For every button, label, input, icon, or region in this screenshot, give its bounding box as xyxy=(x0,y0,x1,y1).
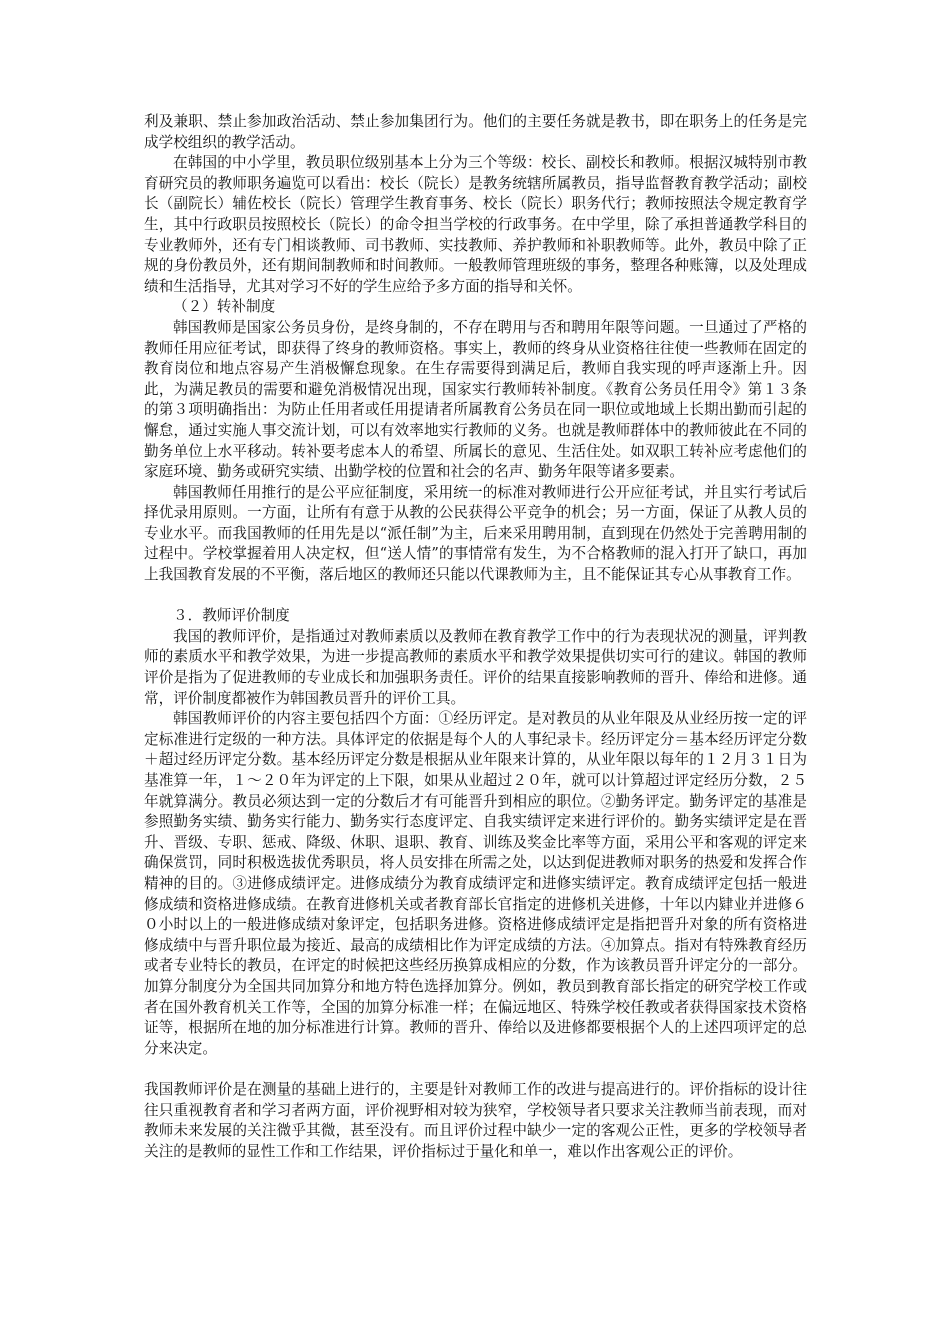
section-heading-evaluation: ３．教师评价制度 xyxy=(173,607,290,625)
paragraph-evaluation-intro: 我国的教师评价，是指通过对教师素质以及教师在教育教学工作中的行为表现状况的测量，评判教师的素质水平和教学效果，为进一步提高教师的素质水平和教学效果提供切实可行的建议。韩国的教师评价是指为了促进教师的专业成长和加强职务责任。评价的结果直接影响教师的晋升、俸给和进修。通常，评价制度都被作为韩国教员晋升的评价工具。 xyxy=(144,627,807,707)
paragraph-duties: 利及兼职、禁止参加政治活动、禁止参加集团行为。他们的主要任务就是教书，即在职务上的任务是完成学校组织的教学活动。 xyxy=(144,113,807,151)
document-page xyxy=(144,112,807,1162)
paragraph-china-evaluation: 我国教师评价是在测量的基础上进行的，主要是针对教师工作的改进与提高进行的。评价指标的设计往往只重视教育者和学习者两方面，评价视野相对较为狭窄，学校领导者只要求关注教师当前表现，而对教师未来发展的关注微乎其微，甚至没有。而且评价过程中缺少一定的客观公正性，更多的学校领导者关注的是教师的显性工作和工作结果，评价指标过于量化和单一，难以作出客观公正的评价。 xyxy=(144,1080,807,1160)
paragraph-position-levels: 在韩国的中小学里，教员职位级别基本上分为三个等级：校长、副校长和教师。根据汉城特别市教育研究员的教师职务遍览可以看出：校长（院长）是教务统辖所属教员，指导监督教育教学活动；副校长（副院长）辅佐校长（院长）管理学生教育事务、校长（院长）职务代行；教师按照法令规定教育学生，其中行政职员按照校长（院长）的命令担当学校的行政事务。在中学里，除了承担普通教学科目的专业教师外，还有专门相谈教师、司书教师、实技教师、养护教师和补职教师等。此外，教员中除了正规的身份教员外，还有期间制教师和时间教师。一般教师管理班级的事务，整理各种账簿，以及处理成绩和生活指导，尤其对学习不好的学生应给予多方面的指导和关怀。 xyxy=(144,154,807,295)
paragraph-transfer-system: 韩国教师是国家公务员身份，是终身制的，不存在聘用与否和聘用年限等问题。一旦通过了严格的教师任用应征考试，即获得了终身的教师资格。事实上，教师的终身从业资格往往使一些教师在固定的教育岗位和地点容易产生消极懈怠现象。在生存需要得到满足后，教师自我实现的呼声逐渐上升。因此，为满足教员的需要和避免消极情况出现，国家实行教师转补制度。《教育公务员任用令》第１３条的第３项明确指出：为防止任用者或任用提请者所属教育公务员在同一职位或地域上长期出勤而引起的懈怠，通过实施人事交流计划，可以有效率地实行教师的义务。也就是教师群体中的教师彼此在不同的勤务单位上水平移动。转补要考虑本人的希望、所属长的意见、生活住处。如双职工转补应考虑他们的家庭环境、勤务或研究实绩、出勤学校的位置和社会的名声、勤务年限等诸多要素。 xyxy=(144,318,807,481)
paragraph-recruitment: 韩国教师任用推行的是公平应征制度，采用统一的标准对教师进行公开应征考试，并且实行考试后择优录用原则。一方面，让所有有意于从教的公民获得公平竞争的机会；另一方面，保证了从教人员的专业水平。而我国教师的任用先是以“派任制”为主，后来采用聘用制，直到现在仍然处于完善聘用制的过程中。学校掌握着用人决定权，但“送人情”的事情常有发生，为不合格教师的混入打开了缺口，再加上我国教育发展的不平衡，落后地区的教师还只能以代课教师为主，且不能保证其专心从事教育工作。 xyxy=(144,483,807,584)
paragraph-gap xyxy=(144,1059,807,1080)
paragraph-gap xyxy=(144,586,807,607)
paragraph-evaluation-content: 韩国教师评价的内容主要包括四个方面：①经历评定。是对教员的从业年限及从业经历按一定的评定标准进行定级的一种方法。具体评定的依据是每个人的人事纪录卡。经历评定分＝基本经历评定分数＋超过经历评定分数。基本经历评定分数是根据从业年限来计算的，从业年限以每年的１２月３１日为基准算一年，１～２０年为评定的上下限，如果从业超过２０年，就可以计算超过评定经历分数，２５年就算满分。教员必须达到一定的分数后才有可能晋升到相应的职位。②勤务评定。勤务评定的基准是参照勤务实绩、勤务实行能力、勤务实行态度评定、自我实绩评定来进行评价的。勤务实绩评定是在晋升、晋级、专职、惩戒、降级、休职、退职、教育、训练及奖金比率等方面，采用公平和客观的评定来确保赏罚，同时积极选拔优秀职员，将人员安排在所需之处，以达到促进教师对职务的热爱和发挥合作精神的目的。③进修成绩评定。进修成绩分为教育成绩评定和进修实绩评定。教育成绩评定包括一般进修成绩和资格进修成绩。在教育进修机关或者教育部长官指定的进修机关进修，十年以内肄业并进修６０小时以上的一般进修成绩对象评定，包括职务进修。资格进修成绩评定是指把晋升对象的所有资格进修成绩中与晋升职位最为接近、最高的成绩相比作为评定成绩的方法。④加算点。指对有特殊教育经历或者专业特长的教员，在评定的时候把这些经历换算成相应的分数，作为该教员晋升评定分的一部分。加算分制度分为全国共同加算分和地方特色选择加算分。例如，教员到教育部长指定的研究学校工作或者在国外教育机关工作等，全国的加算分标准一样；在偏远地区、特殊学校任教或者获得国家技术资格证等，根据所在地的加分标准进行计算。教师的晋升、俸给以及进修都要根据个人的上述四项评定的总分来决定。 xyxy=(144,710,807,1057)
section-heading-transfer: （２）转补制度 xyxy=(173,298,276,316)
